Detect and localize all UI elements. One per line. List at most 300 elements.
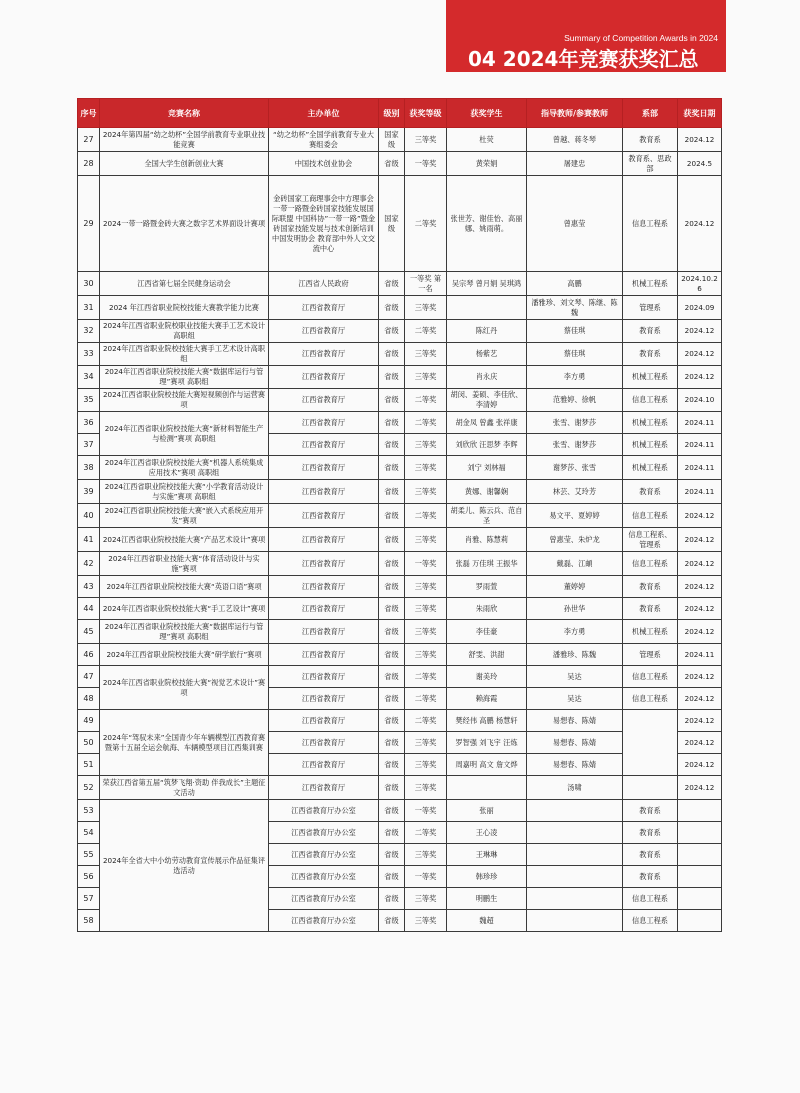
cell-seq: 45 — [78, 620, 100, 644]
cell-date: 2024.09 — [678, 296, 722, 320]
cell-students: 明鹏生 — [447, 888, 527, 910]
cell-dept: 教育系 — [623, 480, 678, 504]
cell-award: 三等奖 — [405, 910, 447, 932]
cell-students: 吴宗琴 曾月娟 吴琪鸿 — [447, 272, 527, 296]
cell-seq: 49 — [78, 710, 100, 732]
cell-org: 江西省教育厅 — [269, 480, 379, 504]
cell-org: 江西省教育厅 — [269, 710, 379, 732]
cell-seq: 33 — [78, 343, 100, 366]
cell-seq: 30 — [78, 272, 100, 296]
cell-level: 省级 — [379, 732, 405, 754]
table-row — [78, 480, 722, 504]
cell-award: 三等奖 — [405, 480, 447, 504]
cell-students: 肖雅、陈慧莉 — [447, 528, 527, 552]
cell-org: 江西省教育厅 — [269, 552, 379, 576]
table-row — [78, 343, 722, 366]
cell-comp: 2024年江西省职业技能大赛“体育活动设计与实施”赛项 — [100, 552, 269, 576]
cell-date: 2024.12 — [678, 552, 722, 576]
cell-org: 江西省教育厅 — [269, 296, 379, 320]
cell-level: 国家级 — [379, 176, 405, 272]
cell-award: 一等奖 — [405, 552, 447, 576]
cell-comp: 全国大学生创新创业大赛 — [100, 152, 269, 176]
cell-seq: 27 — [78, 128, 100, 152]
cell-level: 省级 — [379, 776, 405, 800]
cell-comp: 2024江西省职业院校技能大赛短视频创作与运营赛项 — [100, 389, 269, 412]
cell-award: 三等奖 — [405, 776, 447, 800]
cell-seq: 48 — [78, 688, 100, 710]
cell-comp: 2024江西省职业院校技能大赛“产品艺术设计”赛项 — [100, 528, 269, 552]
cell-seq: 39 — [78, 480, 100, 504]
cell-comp: 2024一带一路暨金砖大赛之数字艺术界面设计赛项 — [100, 176, 269, 272]
cell-level: 省级 — [379, 844, 405, 866]
cell-seq: 53 — [78, 800, 100, 822]
cell-seq: 37 — [78, 434, 100, 456]
cell-dept: 机械工程系 — [623, 412, 678, 434]
cell-dept: 信息工程系、管理系 — [623, 528, 678, 552]
cell-teachers: 李方勇 — [527, 620, 623, 644]
cell-seq: 31 — [78, 296, 100, 320]
cell-date: 2024.12 — [678, 528, 722, 552]
cell-students: 刘欣欣 汪思梦 李辉 — [447, 434, 527, 456]
cell-level: 省级 — [379, 822, 405, 844]
cell-dept: 机械工程系 — [623, 272, 678, 296]
cell-award: 二等奖 — [405, 176, 447, 272]
cell-org: 江西省教育厅 — [269, 504, 379, 528]
cell-org: 江西省教育厅办公室 — [269, 800, 379, 822]
cell-org: 江西省教育厅办公室 — [269, 822, 379, 844]
cell-teachers: 孙世华 — [527, 598, 623, 620]
cell-award: 二等奖 — [405, 504, 447, 528]
cell-dept: 机械工程系 — [623, 366, 678, 389]
cell-award: 三等奖 — [405, 598, 447, 620]
cell-org: 江西省教育厅 — [269, 598, 379, 620]
cell-level: 省级 — [379, 598, 405, 620]
table-row — [78, 296, 722, 320]
cell-date: 2024.12 — [678, 176, 722, 272]
cell-dept: 教育系 — [623, 866, 678, 888]
cell-org: 江西省教育厅 — [269, 412, 379, 434]
cell-students: 樊经伟 高鹏 杨慧轩 — [447, 710, 527, 732]
cell-date: 2024.12 — [678, 710, 722, 732]
cell-level: 省级 — [379, 576, 405, 598]
cell-students: 陈红丹 — [447, 320, 527, 343]
cell-seq: 58 — [78, 910, 100, 932]
table-row — [78, 620, 722, 644]
table-row — [78, 412, 722, 434]
cell-org: 江西省教育厅 — [269, 776, 379, 800]
cell-org: 江西省教育厅 — [269, 754, 379, 776]
cell-date: 2024.12 — [678, 576, 722, 598]
cell-award: 二等奖 — [405, 688, 447, 710]
table-row — [78, 710, 722, 732]
table-row — [78, 128, 722, 152]
cell-award: 三等奖 — [405, 366, 447, 389]
cell-comp: 2024江西省职业院校技能大赛“嵌入式系统应用开发”赛项 — [100, 504, 269, 528]
cell-date: 2024.10.26 — [678, 272, 722, 296]
cell-seq: 32 — [78, 320, 100, 343]
cell-comp: 2024江西省职业院校技能大赛“小学教育活动设计与实施”赛项 高职组 — [100, 480, 269, 504]
table-row — [78, 644, 722, 666]
cell-students: 赖海霞 — [447, 688, 527, 710]
cell-level: 省级 — [379, 666, 405, 688]
cell-org: “幼之幼杯”全国学前教育专业大赛组委会 — [269, 128, 379, 152]
cell-comp: 2024年“驾驭未来”全国青少年车辆模型江西教育赛暨第十五届全运会航海、车辆模型项目江西集训赛 — [100, 710, 269, 776]
cell-date: 2024.12 — [678, 128, 722, 152]
cell-award: 一等奖 — [405, 152, 447, 176]
cell-date — [678, 844, 722, 866]
cell-dept: 机械工程系 — [623, 434, 678, 456]
cell-dept: 信息工程系 — [623, 666, 678, 688]
cell-award: 三等奖 — [405, 128, 447, 152]
cell-students — [447, 776, 527, 800]
cell-students: 李佳豪 — [447, 620, 527, 644]
cell-date: 2024.12 — [678, 754, 722, 776]
cell-award: 三等奖 — [405, 528, 447, 552]
cell-dept: 信息工程系 — [623, 389, 678, 412]
cell-dept: 教育系 — [623, 343, 678, 366]
cell-award: 三等奖 — [405, 754, 447, 776]
cell-students: 黄娜、谢馨娴 — [447, 480, 527, 504]
cell-teachers: 易想春、陈婧 — [527, 732, 623, 754]
cell-dept: 信息工程系 — [623, 910, 678, 932]
table-row — [78, 152, 722, 176]
header-level: 级别 — [379, 99, 405, 128]
table-row — [78, 320, 722, 343]
cell-level: 省级 — [379, 480, 405, 504]
table-row — [78, 666, 722, 688]
cell-seq: 55 — [78, 844, 100, 866]
cell-teachers: 林芸、艾玲芳 — [527, 480, 623, 504]
cell-teachers: 李方勇 — [527, 366, 623, 389]
cell-level: 省级 — [379, 456, 405, 480]
cell-dept: 教育系 — [623, 320, 678, 343]
cell-award: 三等奖 — [405, 844, 447, 866]
cell-award: 三等奖 — [405, 434, 447, 456]
cell-award: 二等奖 — [405, 822, 447, 844]
cell-org: 江西省教育厅办公室 — [269, 910, 379, 932]
cell-seq: 54 — [78, 822, 100, 844]
cell-dept: 教育系 — [623, 598, 678, 620]
cell-students: 张世芳、谢佳怡、高丽娜、姚雨萌。 — [447, 176, 527, 272]
cell-date: 2024.12 — [678, 688, 722, 710]
cell-dept: 教育系 — [623, 576, 678, 598]
cell-students: 罗智强 刘飞宇 汪炼 — [447, 732, 527, 754]
header-date: 获奖日期 — [678, 99, 722, 128]
cell-seq: 35 — [78, 389, 100, 412]
cell-award: 三等奖 — [405, 732, 447, 754]
table-row — [78, 176, 722, 272]
cell-date: 2024.10 — [678, 389, 722, 412]
cell-teachers: 吴达 — [527, 666, 623, 688]
cell-teachers: 潘雅珍、陈魏 — [527, 644, 623, 666]
cell-teachers: 曾惠莹 — [527, 176, 623, 272]
cell-date: 2024.11 — [678, 644, 722, 666]
cell-dept: 教育系、思政部 — [623, 152, 678, 176]
cell-dept: 管理系 — [623, 296, 678, 320]
cell-teachers: 曾越、蒋冬琴 — [527, 128, 623, 152]
page-banner — [446, 0, 726, 72]
cell-level: 省级 — [379, 343, 405, 366]
cell-seq: 28 — [78, 152, 100, 176]
cell-level: 省级 — [379, 644, 405, 666]
cell-org: 中国技术创业协会 — [269, 152, 379, 176]
table-header-row — [78, 99, 722, 128]
cell-students: 杜荧 — [447, 128, 527, 152]
cell-students: 韩珍珍 — [447, 866, 527, 888]
cell-teachers: 吴达 — [527, 688, 623, 710]
cell-org: 江西省教育厅 — [269, 366, 379, 389]
cell-comp: 2024年第四届“幼之幼杯”全国学前教育专业职业技能竞赛 — [100, 128, 269, 152]
table-row — [78, 776, 722, 800]
cell-teachers: 蔡佳琪 — [527, 343, 623, 366]
cell-teachers — [527, 800, 623, 822]
cell-org: 江西省教育厅 — [269, 456, 379, 480]
cell-level: 省级 — [379, 434, 405, 456]
cell-teachers — [527, 844, 623, 866]
cell-comp: 江西省第七届全民健身运动会 — [100, 272, 269, 296]
cell-seq: 34 — [78, 366, 100, 389]
cell-teachers: 谢梦莎、张雪 — [527, 456, 623, 480]
cell-level: 省级 — [379, 620, 405, 644]
cell-date: 2024.11 — [678, 434, 722, 456]
table-row — [78, 456, 722, 480]
cell-award: 三等奖 — [405, 576, 447, 598]
cell-comp: 2024年江西省职业院校技能大赛“英语口语”赛项 — [100, 576, 269, 598]
cell-teachers: 董婷婷 — [527, 576, 623, 598]
cell-students: 张丽 — [447, 800, 527, 822]
cell-teachers: 潘雅珍、刘文琴、陈继、陈魏 — [527, 296, 623, 320]
cell-date: 2024.12 — [678, 666, 722, 688]
cell-dept: 教育系 — [623, 844, 678, 866]
cell-level: 省级 — [379, 366, 405, 389]
table-row — [78, 528, 722, 552]
cell-seq: 42 — [78, 552, 100, 576]
cell-award: 一等奖 — [405, 866, 447, 888]
cell-seq: 46 — [78, 644, 100, 666]
cell-comp: 2024 年江西省职业院校技能大赛教学能力比赛 — [100, 296, 269, 320]
cell-comp: 2024年江西省职业院校技能大赛“研学旅行”赛项 — [100, 644, 269, 666]
cell-seq: 41 — [78, 528, 100, 552]
cell-teachers — [527, 866, 623, 888]
cell-teachers: 高鹏 — [527, 272, 623, 296]
header-competition: 竞赛名称 — [100, 99, 269, 128]
header-organizer: 主办单位 — [269, 99, 379, 128]
cell-students: 肖永庆 — [447, 366, 527, 389]
cell-dept: 信息工程系 — [623, 888, 678, 910]
cell-date — [678, 822, 722, 844]
cell-comp: 2024年江西省职业院校技能大赛“机器人系统集成应用技术”赛项 高职组 — [100, 456, 269, 480]
cell-date: 2024.11 — [678, 480, 722, 504]
cell-students: 杨紫艺 — [447, 343, 527, 366]
cell-teachers: 戴磊、江頔 — [527, 552, 623, 576]
cell-teachers — [527, 822, 623, 844]
cell-award: 三等奖 — [405, 296, 447, 320]
cell-teachers — [527, 888, 623, 910]
cell-seq: 47 — [78, 666, 100, 688]
cell-seq: 36 — [78, 412, 100, 434]
cell-students: 黄荣娟 — [447, 152, 527, 176]
cell-comp: 2024年江西省职业院校技能大赛“数据库运行与管理”赛项 高职组 — [100, 620, 269, 644]
cell-dept: 教育系 — [623, 800, 678, 822]
cell-level: 省级 — [379, 320, 405, 343]
cell-org: 江西省教育厅办公室 — [269, 866, 379, 888]
cell-students: 魏超 — [447, 910, 527, 932]
cell-date — [678, 910, 722, 932]
cell-seq: 56 — [78, 866, 100, 888]
cell-level: 省级 — [379, 688, 405, 710]
cell-students: 朱雨欣 — [447, 598, 527, 620]
cell-students: 胡柔儿、陈云兵、范自圣 — [447, 504, 527, 528]
cell-comp: 2024年江西省职业院校技能大赛“视觉艺术设计”赛项 — [100, 666, 269, 710]
cell-org: 江西省教育厅 — [269, 389, 379, 412]
cell-level: 省级 — [379, 754, 405, 776]
cell-seq: 44 — [78, 598, 100, 620]
header-award: 获奖等级 — [405, 99, 447, 128]
cell-students: 胡金凤 曾鑫 张祥康 — [447, 412, 527, 434]
cell-dept: 教育系 — [623, 128, 678, 152]
cell-comp: 2024年江西省职业院校职业技能大赛手工艺术设计高职组 — [100, 320, 269, 343]
cell-dept: 教育系 — [623, 822, 678, 844]
cell-level: 省级 — [379, 552, 405, 576]
cell-students — [447, 296, 527, 320]
cell-org: 江西省教育厅 — [269, 320, 379, 343]
cell-teachers: 张雪、谢梦莎 — [527, 434, 623, 456]
cell-students: 张磊 万佳琪 王振华 — [447, 552, 527, 576]
cell-students: 舒雯、洪甜 — [447, 644, 527, 666]
cell-org: 江西省教育厅 — [269, 528, 379, 552]
cell-date: 2024.12 — [678, 504, 722, 528]
cell-teachers: 张雪、谢梦莎 — [527, 412, 623, 434]
cell-students: 王心凌 — [447, 822, 527, 844]
cell-students: 刘宁 刘林福 — [447, 456, 527, 480]
cell-comp: 2024年江西省职业院校技能大赛手工艺术设计高职组 — [100, 343, 269, 366]
cell-award: 二等奖 — [405, 320, 447, 343]
cell-level: 省级 — [379, 866, 405, 888]
header-students: 获奖学生 — [447, 99, 527, 128]
cell-level: 省级 — [379, 152, 405, 176]
cell-comp: 2024年江西省职业院校技能大赛“数据库运行与管理”赛项 高职组 — [100, 366, 269, 389]
cell-level: 省级 — [379, 412, 405, 434]
table-row — [78, 389, 722, 412]
cell-dept: 机械工程系 — [623, 456, 678, 480]
cell-award: 一等奖 — [405, 800, 447, 822]
cell-seq: 52 — [78, 776, 100, 800]
table-row — [78, 552, 722, 576]
cell-dept: 信息工程系 — [623, 552, 678, 576]
cell-level: 国家级 — [379, 128, 405, 152]
cell-seq: 50 — [78, 732, 100, 754]
cell-level: 省级 — [379, 800, 405, 822]
cell-award: 二等奖 — [405, 710, 447, 732]
cell-dept: 信息工程系 — [623, 504, 678, 528]
cell-org: 江西省教育厅 — [269, 343, 379, 366]
cell-date — [678, 866, 722, 888]
table-row — [78, 598, 722, 620]
cell-dept: 机械工程系 — [623, 620, 678, 644]
cell-seq: 40 — [78, 504, 100, 528]
cell-date: 2024.11 — [678, 456, 722, 480]
cell-org: 江西省教育厅 — [269, 666, 379, 688]
cell-level: 省级 — [379, 888, 405, 910]
cell-date: 2024.12 — [678, 620, 722, 644]
cell-date: 2024.5 — [678, 152, 722, 176]
cell-seq: 29 — [78, 176, 100, 272]
cell-teachers: 屠建忠 — [527, 152, 623, 176]
cell-dept: 信息工程系 — [623, 176, 678, 272]
cell-org: 江西省人民政府 — [269, 272, 379, 296]
header-seq: 序号 — [78, 99, 100, 128]
cell-dept: 信息工程系 — [623, 688, 678, 710]
cell-award: 三等奖 — [405, 456, 447, 480]
cell-teachers: 汤啸 — [527, 776, 623, 800]
cell-level: 省级 — [379, 272, 405, 296]
cell-level: 省级 — [379, 504, 405, 528]
awards-table — [77, 98, 722, 932]
table-row — [78, 504, 722, 528]
cell-level: 省级 — [379, 296, 405, 320]
cell-award: 二等奖 — [405, 666, 447, 688]
cell-org: 江西省教育厅 — [269, 434, 379, 456]
cell-date: 2024.12 — [678, 320, 722, 343]
cell-comp: 2024年全省大中小幼劳动教育宣传展示作品征集评选活动 — [100, 800, 269, 932]
cell-comp: 2024年江西省职业院校技能大赛“手工艺设计”赛项 — [100, 598, 269, 620]
cell-org: 江西省教育厅办公室 — [269, 844, 379, 866]
cell-level: 省级 — [379, 389, 405, 412]
cell-date: 2024.12 — [678, 366, 722, 389]
cell-students: 罗雨萱 — [447, 576, 527, 598]
cell-dept: 管理系 — [623, 644, 678, 666]
cell-award: 三等奖 — [405, 644, 447, 666]
cell-org: 江西省教育厅 — [269, 688, 379, 710]
banner-title: 04 2024年竞赛获奖汇总 — [468, 47, 699, 71]
cell-dept — [623, 710, 678, 776]
cell-award: 三等奖 — [405, 620, 447, 644]
header-department: 系部 — [623, 99, 678, 128]
cell-level: 省级 — [379, 710, 405, 732]
cell-date: 2024.12 — [678, 343, 722, 366]
cell-teachers: 易想春、陈婧 — [527, 710, 623, 732]
table-row — [78, 272, 722, 296]
cell-date: 2024.11 — [678, 412, 722, 434]
cell-seq: 51 — [78, 754, 100, 776]
cell-comp: 2024年江西省职业院校技能大赛“新材料智能生产与检测”赛项 高职组 — [100, 412, 269, 456]
cell-award: 三等奖 — [405, 888, 447, 910]
table-row — [78, 576, 722, 598]
cell-award: 二等奖 — [405, 389, 447, 412]
cell-org: 江西省教育厅 — [269, 732, 379, 754]
banner-subtitle: Summary of Competition Awards in 2024 — [564, 33, 718, 43]
cell-dept — [623, 776, 678, 800]
cell-org: 江西省教育厅 — [269, 644, 379, 666]
cell-teachers: 范雅婷、徐帆 — [527, 389, 623, 412]
cell-students: 胡闵、姜硕、李佳欣、李清婷 — [447, 389, 527, 412]
cell-award: 二等奖 — [405, 412, 447, 434]
cell-seq: 57 — [78, 888, 100, 910]
cell-teachers: 易想春、陈婧 — [527, 754, 623, 776]
cell-teachers: 易文平、夏婷婷 — [527, 504, 623, 528]
cell-students: 周嘉明 高文 詹文烨 — [447, 754, 527, 776]
cell-org: 江西省教育厅 — [269, 576, 379, 598]
cell-award: 三等奖 — [405, 343, 447, 366]
cell-date — [678, 888, 722, 910]
cell-org: 江西省教育厅办公室 — [269, 888, 379, 910]
header-teachers: 指导教师/参赛教师 — [527, 99, 623, 128]
cell-level: 省级 — [379, 910, 405, 932]
cell-students: 谢美玲 — [447, 666, 527, 688]
cell-seq: 38 — [78, 456, 100, 480]
cell-teachers — [527, 910, 623, 932]
table-row — [78, 800, 722, 822]
